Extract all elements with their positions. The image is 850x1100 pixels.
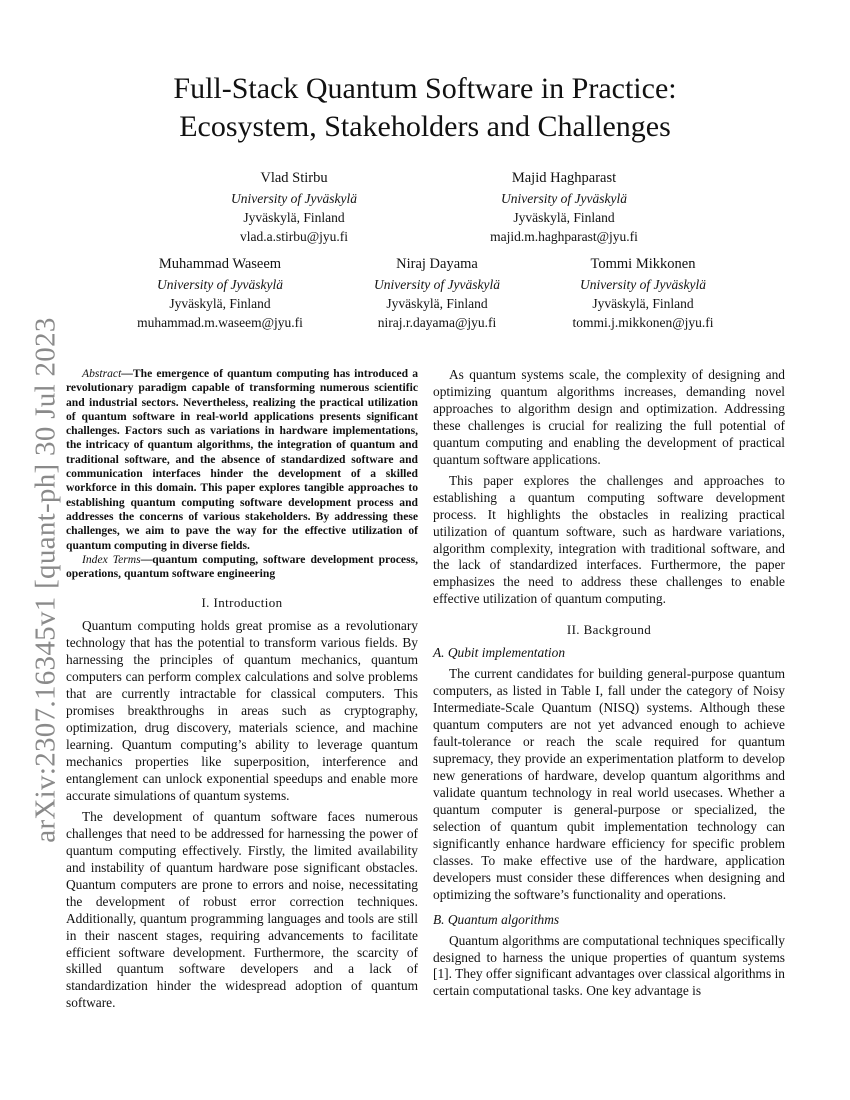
author-name: Vlad Stirbu [260, 170, 328, 186]
author-affiliation: University of Jyväskylä [374, 277, 500, 292]
title-line-2: Ecosystem, Stakeholders and Challenges [179, 110, 671, 143]
paragraph: This paper explores the challenges and approaches to establishing a quantum computing software development process. It highlights the obstacles in realizing practical utilization of quantum software, such as hardware variations, algorithm complexity, integration with traditional software, and the lack of standardized interfaces. Furthermore, the paper emphasizes the need to address these challenges to enable effective utilization of quantum computing. [433, 472, 785, 607]
author-affiliation: University of Jyväskylä [157, 277, 283, 292]
subsection-heading-quantum-algorithms: B. Quantum algorithms [433, 911, 560, 927]
author-name: Niraj Dayama [396, 256, 478, 272]
subsection-heading-qubit-implementation: A. Qubit implementation [433, 645, 566, 661]
paragraph: Quantum algorithms are computational techniques specifically designed to harness the unique properties of quantum systems [1]. They offer significant advantages over classical algorithms in certain computational tasks. One key advantage is [433, 932, 785, 999]
paragraph: As quantum systems scale, the complexity of designing and optimizing quantum algorithms increases, demanding novel approaches to algorithm design and optimization. Addressing these challenges is crucial for realizing the full potential of quantum computing and enabling the development of practical quantum software applications. [433, 367, 785, 467]
abstract-text: —The emergence of quantum computing has introduced a revolutionary paradigm capable of transforming numerous scientific and industrial sectors. Nevertheless, realizing the practical utilization of quantum software in real-world applications presents significant challenges. Factors such as variations in hardware implementations, the intricacy of quantum algorithms, the integration of quantum and traditional software, and the absence of standardized software and communication interfaces hinder the development of a skilled workforce in this domain. This paper explores tangible approaches to establishing quantum computing software development process and addresses the concerns of various stakeholders. By addressing these challenges, we aim to pave the way for the effective utilization of quantum computing in diverse fields. [66, 367, 418, 552]
author-name: Muhammad Waseem [158, 256, 282, 272]
author-email[interactable]: muhammad.m.waseem@jyu.fi [137, 315, 303, 330]
paragraph: The development of quantum software faces numerous challenges that need to be addressed for harnessing the power of quantum computing effectively. Firstly, the limited availability and instability of quantum hardware pose significant obstacles. Quantum computers are prone to errors and noise, necessitating the development of robust error correction techniques. Additionally, quantum programming languages and tools are still in their nascent stages, requiring advancements to facilitate efficient software development. Furthermore, the scarcity of skilled quantum software developers and a lack of standardization hinder the widespread adoption of quantum software. [66, 808, 418, 1011]
right-column [433, 367, 785, 1000]
abstract-label: Abstract [82, 367, 122, 380]
index-terms-text: —quantum computing, software development process, operations, quantum software engineering [66, 552, 418, 581]
author-affiliation: University of Jyväskylä [501, 191, 627, 206]
paragraph: Quantum computing holds great promise as a revolutionary technology that has the potential to transform various fields. By harnessing the principles of quantum mechanics, quantum computers can perform complex calculations and solve problems that are currently intractable for classical computers. This promises breakthroughs in areas such as cryptography, optimization, drug discovery, materials science, and machine learning. Quantum computing’s ability to leverage quantum mechanics properties like superposition, interference and entanglement can unlock exponential speedups and enable more accurate simulations of quantum systems. [66, 618, 418, 803]
author-email[interactable]: niraj.r.dayama@jyu.fi [377, 315, 497, 330]
author-name: Tommi Mikkonen [590, 256, 696, 272]
author-location: Jyväskylä, Finland [243, 210, 345, 225]
author-affiliation: University of Jyväskylä [231, 191, 357, 206]
left-column [66, 367, 418, 1012]
section-heading-introduction: I. Introduction [201, 595, 283, 611]
author-block [184, 167, 404, 246]
paragraph: The current candidates for building general-purpose quantum computers, as listed in Table I, fall under the category of Noisy Intermediate-Scale Quantum (NISQ) systems. Although these quantum computers are not yet advanced enough to achieve fault-tolerance or reach the scale required for quantum supremacy, they provide an experimentation platform to develop new generations of hardware, develop quantum algorithms and validate quantum technology in real world usecases. Whether a quantum computer is general-purpose or specialized, the selection of quantum qubit implementation technology can significantly enhance hardware efficiency for specific problem classes. To make effective use of the hardware, application developers must consider these differences when designing and optimizing the software’s functionality and operations. [433, 666, 785, 902]
author-name: Majid Haghparast [511, 170, 617, 186]
author-email[interactable]: vlad.a.stirbu@jyu.fi [239, 229, 349, 244]
author-location: Jyväskylä, Finland [513, 210, 615, 225]
author-location: Jyväskylä, Finland [169, 296, 271, 311]
section-heading-background: II. Background [566, 622, 652, 638]
author-block [327, 253, 547, 332]
index-terms-label: Index Terms [82, 552, 141, 566]
title-line-1: Full-Stack Quantum Software in Practice: [173, 72, 677, 105]
author-location: Jyväskylä, Finland [592, 296, 694, 311]
author-affiliation: University of Jyväskylä [580, 277, 706, 292]
abstract [66, 367, 418, 553]
index-terms [66, 553, 418, 582]
arxiv-identifier: arXiv:2307.16345v1 [quant-ph] 30 Jul 2023 [29, 317, 62, 843]
author-block [110, 253, 330, 332]
author-email[interactable]: tommi.j.mikkonen@jyu.fi [572, 315, 714, 330]
author-email[interactable]: majid.m.haghparast@jyu.fi [490, 229, 638, 244]
author-location: Jyväskylä, Finland [386, 296, 488, 311]
paper-title [0, 70, 850, 146]
author-block [533, 253, 753, 332]
author-block [454, 167, 674, 246]
